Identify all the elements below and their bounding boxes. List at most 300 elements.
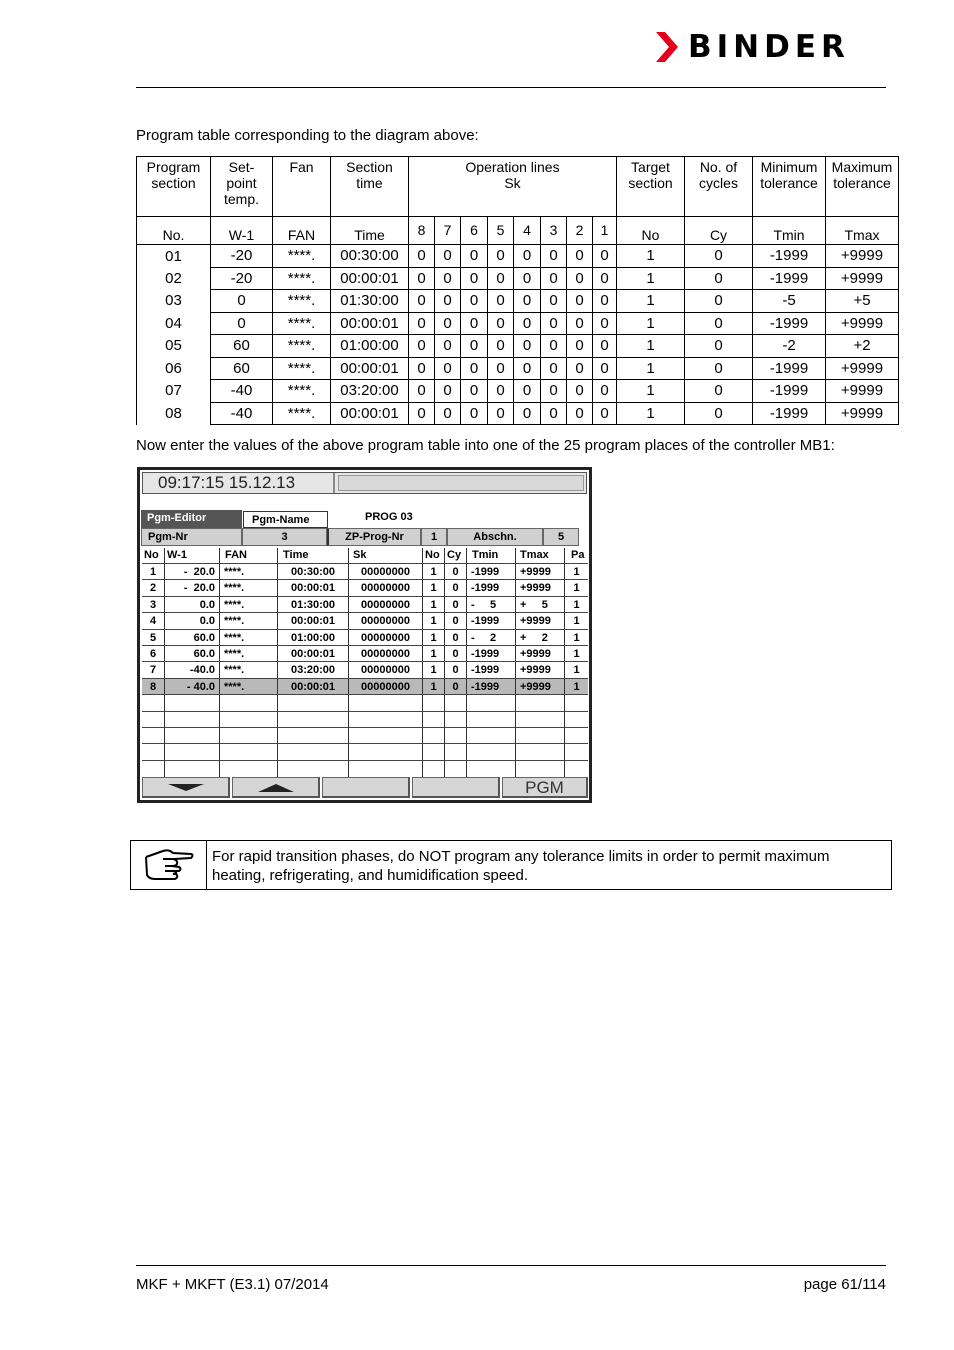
unit-time: Time — [331, 217, 409, 245]
binder-logo — [656, 30, 888, 64]
grid-row-empty[interactable] — [142, 743, 588, 759]
grid-cell-sk: 00000000 — [348, 597, 422, 613]
cell-sk: 0 — [461, 357, 488, 380]
grid-cell-tmin — [466, 744, 515, 760]
th-max: Maximum tolerance — [826, 157, 899, 217]
grid-cell-no: 6 — [149, 648, 157, 660]
grid-cell-target-no: 1 — [422, 613, 444, 629]
cell-sk: 0 — [488, 357, 514, 380]
grid-row-empty[interactable] — [142, 694, 588, 710]
cell-section-no: 02 — [137, 267, 211, 290]
cell-setpoint: 0 — [211, 290, 273, 313]
grid-cell-sk: 00000000 — [348, 662, 422, 678]
grid-cell-tmin: -1999 — [466, 564, 515, 580]
cell-tmax: +9999 — [826, 402, 899, 425]
cell-tmin: -1999 — [753, 357, 826, 380]
grid-cell-pa: 1 — [564, 630, 588, 646]
grid-cell-tmax — [515, 728, 564, 744]
cell-sk: 0 — [541, 290, 567, 313]
cell-cycles: 0 — [685, 357, 753, 380]
cell-tmin: -1999 — [753, 380, 826, 403]
cell-tmax: +9999 — [826, 380, 899, 403]
cell-target: 1 — [617, 245, 685, 268]
cell-sk: 0 — [409, 402, 435, 425]
grid-cell-sk — [348, 728, 422, 744]
cell-sk: 0 — [514, 380, 541, 403]
program-row — [137, 335, 899, 358]
grid-cell-tmax: + 5 — [515, 597, 564, 613]
grid-cell-no — [142, 695, 164, 711]
grid-cell-target-no — [422, 761, 444, 777]
grid-cell-tmax: +9999 — [515, 646, 564, 662]
note-box — [130, 840, 892, 890]
grid-row[interactable] — [142, 661, 588, 677]
pgm-name-label: Pgm-Name — [243, 511, 328, 528]
cell-sk: 0 — [461, 402, 488, 425]
grid-cell-time: 03:20:00 — [277, 662, 348, 678]
col-tmin: Tmin — [466, 548, 515, 563]
cell-time: 01:30:00 — [331, 290, 409, 313]
cell-target: 1 — [617, 380, 685, 403]
cell-setpoint: -20 — [211, 267, 273, 290]
cell-sk: 0 — [541, 312, 567, 335]
grid-cell-no — [142, 712, 164, 728]
col-tmax: Tmax — [515, 548, 564, 563]
cell-tmin: -1999 — [753, 402, 826, 425]
grid-cell-sk: 00000000 — [348, 646, 422, 662]
grid-cell-fan: ****. — [219, 564, 277, 580]
grid-cell-w1: -40.0 — [164, 662, 219, 678]
grid-cell-target-no: 1 — [422, 630, 444, 646]
cell-cycles: 0 — [685, 267, 753, 290]
abschn-value[interactable]: 5 — [543, 528, 579, 546]
cell-sk: 0 — [435, 267, 461, 290]
cell-section-no: 06 — [137, 357, 211, 380]
grid-cell-sk: 00000000 — [348, 613, 422, 629]
grid-cell-w1: - 20.0 — [164, 564, 219, 580]
cell-setpoint: 60 — [211, 357, 273, 380]
cell-sk: 0 — [461, 335, 488, 358]
grid-row[interactable] — [142, 645, 588, 661]
grid-cell-cy — [444, 695, 466, 711]
grid-cell-sk — [348, 712, 422, 728]
cell-sk: 0 — [593, 357, 617, 380]
cell-sk: 0 — [541, 402, 567, 425]
grid-cell-fan — [219, 728, 277, 744]
cell-target: 1 — [617, 312, 685, 335]
cell-target: 1 — [617, 335, 685, 358]
grid-cell-fan — [219, 695, 277, 711]
arrow-down-icon — [168, 784, 204, 792]
sk-bit: 2 — [567, 217, 593, 245]
grid-cell-fan — [219, 712, 277, 728]
program-row — [137, 245, 899, 268]
grid-cell-time — [277, 761, 348, 777]
cell-fan: ****. — [273, 402, 331, 425]
col-w1: W-1 — [164, 548, 219, 563]
cell-sk: 0 — [593, 335, 617, 358]
cell-fan: ****. — [273, 267, 331, 290]
status-field — [338, 475, 584, 491]
cell-sk: 0 — [488, 267, 514, 290]
cell-sk: 0 — [567, 335, 593, 358]
note-text: For rapid transition phases, do NOT program any tolerance limits in order to permit maximum heating, refrigerating, and humidification speed. — [212, 848, 830, 884]
grid-row-empty[interactable] — [142, 711, 588, 727]
cell-sk: 0 — [435, 312, 461, 335]
sk-bit: 1 — [593, 217, 617, 245]
cell-section-no: 07 — [137, 380, 211, 403]
grid-cell-cy: 0 — [444, 679, 466, 695]
grid-cell-pa: 1 — [564, 662, 588, 678]
grid-cell-cy: 0 — [444, 564, 466, 580]
col-fan: FAN — [219, 548, 277, 563]
logo-chevron-icon — [656, 32, 682, 62]
cell-sk: 0 — [541, 335, 567, 358]
sk-bit: 6 — [461, 217, 488, 245]
grid-cell-tmin — [466, 712, 515, 728]
col-cy: Cy — [444, 548, 466, 563]
scroll-down-button[interactable] — [142, 777, 230, 798]
cell-tmin: -1999 — [753, 267, 826, 290]
unit-tmin: Tmin — [753, 217, 826, 245]
grid-cell-tmax: +9999 — [515, 580, 564, 596]
pgm-name-value[interactable]: PROG 03 — [365, 511, 413, 523]
grid-cell-time: 00:00:01 — [277, 679, 348, 695]
cell-tmax: +9999 — [826, 312, 899, 335]
cell-section-no: 03 — [137, 290, 211, 313]
controller-screen — [137, 467, 592, 803]
grid-cell-tmax: + 2 — [515, 630, 564, 646]
grid-cell-no: 7 — [149, 664, 157, 677]
cell-time: 01:00:00 — [331, 335, 409, 358]
cell-sk: 0 — [541, 245, 567, 268]
grid-cell-cy — [444, 728, 466, 744]
grid-cell-fan: ****. — [219, 580, 277, 596]
col-time: Time — [277, 548, 348, 563]
cell-tmin: -2 — [753, 335, 826, 358]
th-cycles: No. of cycles — [685, 157, 753, 217]
cell-sk: 0 — [541, 357, 567, 380]
grid-cell-fan: ****. — [219, 613, 277, 629]
cell-sk: 0 — [593, 312, 617, 335]
unit-cy: Cy — [685, 217, 753, 245]
cell-sk: 0 — [488, 245, 514, 268]
grid-row[interactable] — [142, 629, 588, 645]
cell-sk: 0 — [593, 290, 617, 313]
clock-display: 09:17:15 15.12.13 — [143, 473, 335, 493]
grid-cell-tmax: +9999 — [515, 564, 564, 580]
grid-row[interactable] — [142, 563, 588, 579]
grid-cell-cy: 0 — [444, 597, 466, 613]
grid-cell-w1 — [164, 728, 219, 744]
program-row — [137, 267, 899, 290]
cell-sk: 0 — [488, 380, 514, 403]
grid-cell-tmin: -1999 — [466, 613, 515, 629]
grid-cell-cy: 0 — [444, 613, 466, 629]
cell-target: 1 — [617, 357, 685, 380]
cell-sk: 0 — [593, 267, 617, 290]
header-divider — [136, 87, 886, 88]
zp-prog-nr-label: ZP-Prog-Nr — [327, 528, 421, 546]
unit-w: W-1 — [211, 217, 273, 245]
grid-cell-fan: ****. — [219, 679, 277, 695]
cell-sk: 0 — [409, 380, 435, 403]
cell-sk: 0 — [461, 290, 488, 313]
grid-cell-pa: 1 — [564, 679, 588, 695]
grid-row[interactable] — [142, 579, 588, 595]
grid-cell-pa — [564, 744, 588, 760]
cell-sk: 0 — [435, 402, 461, 425]
grid-cell-sk: 00000000 — [348, 679, 422, 695]
cell-section-no: 04 — [137, 312, 211, 335]
cell-tmin: -1999 — [753, 312, 826, 335]
grid-cell-target-no — [422, 728, 444, 744]
cell-setpoint: -40 — [211, 380, 273, 403]
arrow-up-icon — [258, 784, 294, 792]
grid-cell-fan — [219, 761, 277, 777]
grid-cell-time: 01:00:00 — [277, 630, 348, 646]
grid-cell-tmax — [515, 695, 564, 711]
abschn-label: Abschn. — [447, 528, 543, 546]
grid-cell-w1 — [164, 712, 219, 728]
grid-cell-w1: 0.0 — [164, 613, 219, 629]
grid-row[interactable] — [142, 596, 588, 612]
cell-cycles: 0 — [685, 290, 753, 313]
cell-target: 1 — [617, 267, 685, 290]
grid-cell-w1: 60.0 — [164, 646, 219, 662]
cell-setpoint: -40 — [211, 402, 273, 425]
cell-cycles: 0 — [685, 312, 753, 335]
grid-cell-tmin: - 2 — [466, 630, 515, 646]
cell-fan: ****. — [273, 380, 331, 403]
th-section: Program section — [137, 157, 211, 217]
cell-sk: 0 — [567, 402, 593, 425]
grid-cell-sk — [348, 695, 422, 711]
cell-fan: ****. — [273, 335, 331, 358]
cell-time: 00:00:01 — [331, 357, 409, 380]
grid-cell-cy — [444, 712, 466, 728]
cell-setpoint: -20 — [211, 245, 273, 268]
cell-sk: 0 — [409, 357, 435, 380]
cell-tmax: +9999 — [826, 245, 899, 268]
grid-cell-tmin: -1999 — [466, 662, 515, 678]
zp-prog-nr-value[interactable]: 1 — [421, 528, 447, 546]
grid-cell-tmax: +9999 — [515, 613, 564, 629]
cell-sk: 0 — [514, 312, 541, 335]
grid-cell-tmax: +9999 — [515, 662, 564, 678]
col-no: No — [144, 549, 159, 561]
pgm-nr-value[interactable]: 3 — [242, 528, 327, 546]
cell-time: 00:00:01 — [331, 312, 409, 335]
col-sk: Sk — [348, 548, 422, 563]
cell-sk: 0 — [514, 290, 541, 313]
grid-cell-pa — [564, 761, 588, 777]
program-row — [137, 380, 899, 403]
grid-cell-w1 — [164, 761, 219, 777]
softkey-blank-2[interactable] — [412, 777, 500, 798]
grid-cell-target-no — [422, 744, 444, 760]
cell-tmax: +2 — [826, 335, 899, 358]
grid-cell-cy: 0 — [444, 630, 466, 646]
cell-sk: 0 — [593, 245, 617, 268]
unit-tmax: Tmax — [826, 217, 899, 245]
grid-cell-tmin: -1999 — [466, 580, 515, 596]
cell-sk: 0 — [488, 402, 514, 425]
grid-cell-time — [277, 744, 348, 760]
cell-sk: 0 — [461, 380, 488, 403]
cell-time: 00:30:00 — [331, 245, 409, 268]
grid-cell-cy: 0 — [444, 662, 466, 678]
grid-row[interactable] — [142, 678, 588, 694]
cell-sk: 0 — [541, 267, 567, 290]
grid-cell-tmax — [515, 761, 564, 777]
cell-sk: 0 — [514, 267, 541, 290]
cell-sk: 0 — [409, 267, 435, 290]
th-min: Minimum tolerance — [753, 157, 826, 217]
grid-cell-w1 — [164, 744, 219, 760]
grid-cell-no: 5 — [149, 631, 157, 644]
th-fan: Fan — [273, 157, 331, 217]
cell-sk: 0 — [567, 312, 593, 335]
cell-sk: 0 — [541, 380, 567, 403]
grid-cell-cy — [444, 761, 466, 777]
grid-cell-time — [277, 695, 348, 711]
program-table — [136, 156, 899, 425]
grid-cell-target-no: 1 — [422, 662, 444, 678]
grid-cell-tmax — [515, 712, 564, 728]
cell-cycles: 0 — [685, 380, 753, 403]
intro-text: Program table corresponding to the diagram above: — [136, 127, 479, 144]
cell-setpoint: 60 — [211, 335, 273, 358]
cell-tmax: +9999 — [826, 267, 899, 290]
cell-sk: 0 — [567, 245, 593, 268]
cell-sk: 0 — [488, 335, 514, 358]
grid-cell-target-no: 1 — [422, 679, 444, 695]
logo-text: BINDER — [688, 29, 850, 65]
grid-cell-tmin — [466, 728, 515, 744]
grid-cell-tmin — [466, 695, 515, 711]
cell-section-no: 08 — [137, 402, 211, 425]
cell-sk: 0 — [435, 245, 461, 268]
grid-cell-w1: - 40.0 — [164, 679, 219, 695]
grid-cell-tmax — [515, 744, 564, 760]
program-row — [137, 312, 899, 335]
footer-doc-id: MKF + MKFT (E3.1) 07/2014 — [136, 1276, 329, 1293]
cell-tmax: +5 — [826, 290, 899, 313]
grid-cell-no — [142, 744, 164, 760]
grid-cell-pa: 1 — [564, 646, 588, 662]
grid-cell-w1: - 20.0 — [164, 580, 219, 596]
grid-cell-time: 00:00:01 — [277, 646, 348, 662]
cell-sk: 0 — [488, 290, 514, 313]
cell-sk: 0 — [461, 245, 488, 268]
cell-sk: 0 — [593, 380, 617, 403]
cell-tmax: +9999 — [826, 357, 899, 380]
footer-page-number: page 61/114 — [803, 1276, 886, 1293]
grid-cell-target-no: 1 — [422, 646, 444, 662]
cell-sk: 0 — [514, 357, 541, 380]
pgm-nr-label: Pgm-Nr — [141, 528, 242, 546]
grid-cell-time — [277, 712, 348, 728]
sk-bit: 5 — [488, 217, 514, 245]
grid-cell-target-no — [422, 695, 444, 711]
grid-cell-sk: 00000000 — [348, 580, 422, 596]
cell-cycles: 0 — [685, 402, 753, 425]
grid-row-empty[interactable] — [142, 727, 588, 743]
grid-cell-no: 1 — [149, 566, 157, 578]
cell-time: 00:00:01 — [331, 402, 409, 425]
grid-cell-pa: 1 — [564, 597, 588, 613]
cell-tmin: -5 — [753, 290, 826, 313]
grid-cell-no: 3 — [149, 598, 157, 611]
pgm-button-label: PGM — [525, 778, 564, 797]
cell-tmin: -1999 — [753, 245, 826, 268]
cell-sk: 0 — [593, 402, 617, 425]
cell-sk: 0 — [514, 335, 541, 358]
grid-cell-pa — [564, 712, 588, 728]
grid-cell-tmin: -1999 — [466, 679, 515, 695]
cell-section-no: 05 — [137, 335, 211, 358]
grid-cell-time: 00:00:01 — [277, 580, 348, 596]
program-row — [137, 290, 899, 313]
grid-row-empty[interactable] — [142, 760, 588, 776]
grid-cell-target-no: 1 — [422, 564, 444, 580]
grid-cell-target-no — [422, 712, 444, 728]
col-target-no: No — [422, 548, 444, 563]
cell-time: 00:00:01 — [331, 267, 409, 290]
th-ops: Operation lines Sk — [409, 157, 617, 217]
grid-cell-pa: 1 — [564, 580, 588, 596]
grid-cell-w1 — [164, 695, 219, 711]
cell-fan: ****. — [273, 357, 331, 380]
pgm-editor-tab[interactable]: Pgm-Editor — [141, 510, 242, 528]
grid-cell-w1: 0.0 — [164, 597, 219, 613]
cell-sk: 0 — [514, 402, 541, 425]
cell-sk: 0 — [567, 290, 593, 313]
grid-cell-pa — [564, 695, 588, 711]
instruction-text: Now enter the values of the above program table into one of the 25 program places of the controller MB1: — [136, 437, 835, 454]
grid-cell-no — [142, 728, 164, 744]
grid-cell-tmin: - 5 — [466, 597, 515, 613]
grid-cell-fan: ****. — [219, 630, 277, 646]
cell-sk: 0 — [567, 357, 593, 380]
cell-sk: 0 — [567, 267, 593, 290]
pointing-hand-icon — [131, 841, 207, 889]
grid-cell-pa: 1 — [564, 613, 588, 629]
cell-sk: 0 — [435, 380, 461, 403]
grid-cell-fan: ****. — [219, 597, 277, 613]
grid-cell-time — [277, 728, 348, 744]
grid-row[interactable] — [142, 612, 588, 628]
grid-cell-sk: 00000000 — [348, 564, 422, 580]
pgm-button[interactable] — [502, 777, 588, 798]
sk-bit: 7 — [435, 217, 461, 245]
cell-sk: 0 — [409, 290, 435, 313]
grid-cell-target-no: 1 — [422, 597, 444, 613]
cell-fan: ****. — [273, 245, 331, 268]
grid-cell-tmax: +9999 — [515, 679, 564, 695]
unit-target: No — [617, 217, 685, 245]
cell-sk: 0 — [435, 357, 461, 380]
grid-cell-time: 01:30:00 — [277, 597, 348, 613]
softkey-blank-1[interactable] — [322, 777, 410, 798]
cell-sk: 0 — [435, 335, 461, 358]
cell-sk: 0 — [409, 335, 435, 358]
scroll-up-button[interactable] — [232, 777, 320, 798]
status-bar — [142, 472, 587, 494]
cell-setpoint: 0 — [211, 312, 273, 335]
grid-cell-tmin: -1999 — [466, 646, 515, 662]
